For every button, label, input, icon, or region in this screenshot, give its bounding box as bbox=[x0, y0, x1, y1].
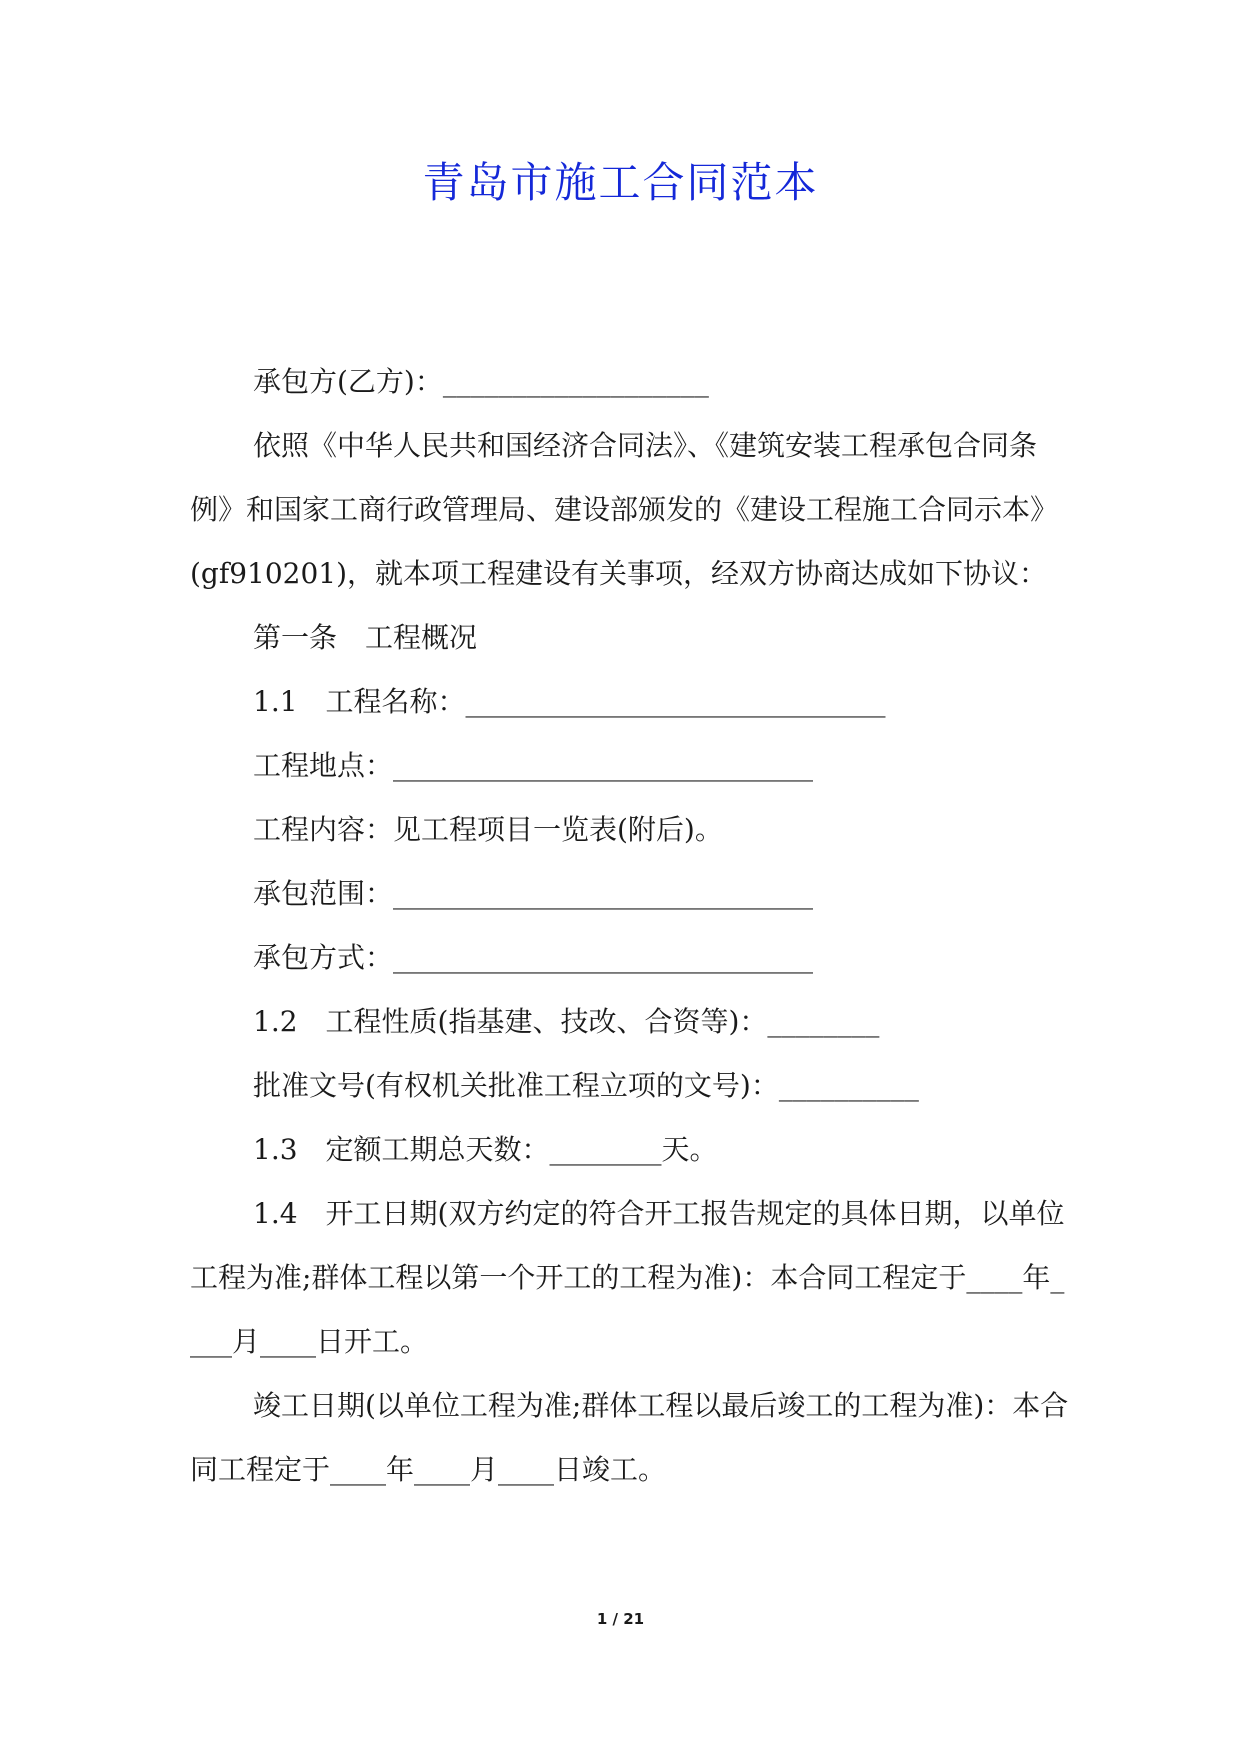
clause-1-1-project-name: 1.1 工程名称：______________________________ bbox=[253, 685, 886, 718]
approval-number: 批准文号(有权机关批准工程立项的文号)：__________ bbox=[253, 1069, 919, 1102]
clause-1-3-total-days: 1.3 定额工期总天数：________天。 bbox=[253, 1133, 718, 1166]
contract-scope: 承包范围：______________________________ bbox=[253, 877, 814, 910]
clause-1-2-project-nature: 1.2 工程性质(指基建、技改、合资等)：________ bbox=[253, 1005, 880, 1038]
article-1-heading: 第一条 工程概况 bbox=[253, 621, 478, 654]
page-indicator: 1 / 21 bbox=[596, 1610, 645, 1628]
project-location: 工程地点：______________________________ bbox=[253, 749, 814, 782]
document-title: 青岛市施工合同范本 bbox=[422, 158, 819, 207]
document-body bbox=[190, 350, 1070, 1502]
contractor-line: 承包方(乙方)：___________________ bbox=[253, 365, 709, 398]
clause-1-4-start-date: 1.4 开工日期(双方约定的符合开工报告规定的具体日期，以单位工程为准;群体工程以第一个开工的工程为准)：本合同工程定于____年____月____日开工。 bbox=[190, 1197, 1065, 1358]
completion-date: 竣工日期(以单位工程为准;群体工程以最后竣工的工程为准)：本合同工程定于____年____月____日竣工。 bbox=[190, 1389, 1069, 1486]
preamble-paragraph: 依照《中华人民共和国经济合同法》、《建筑安装工程承包合同条例》和国家工商行政管理局、建设部颁发的《建设工程施工合同示本》(gf910201)，就本项工程建设有关事项，经双方协商达成如下协议： bbox=[190, 429, 1059, 590]
contract-method: 承包方式：______________________________ bbox=[253, 941, 814, 974]
project-content: 工程内容：见工程项目一览表(附后)。 bbox=[253, 813, 723, 846]
